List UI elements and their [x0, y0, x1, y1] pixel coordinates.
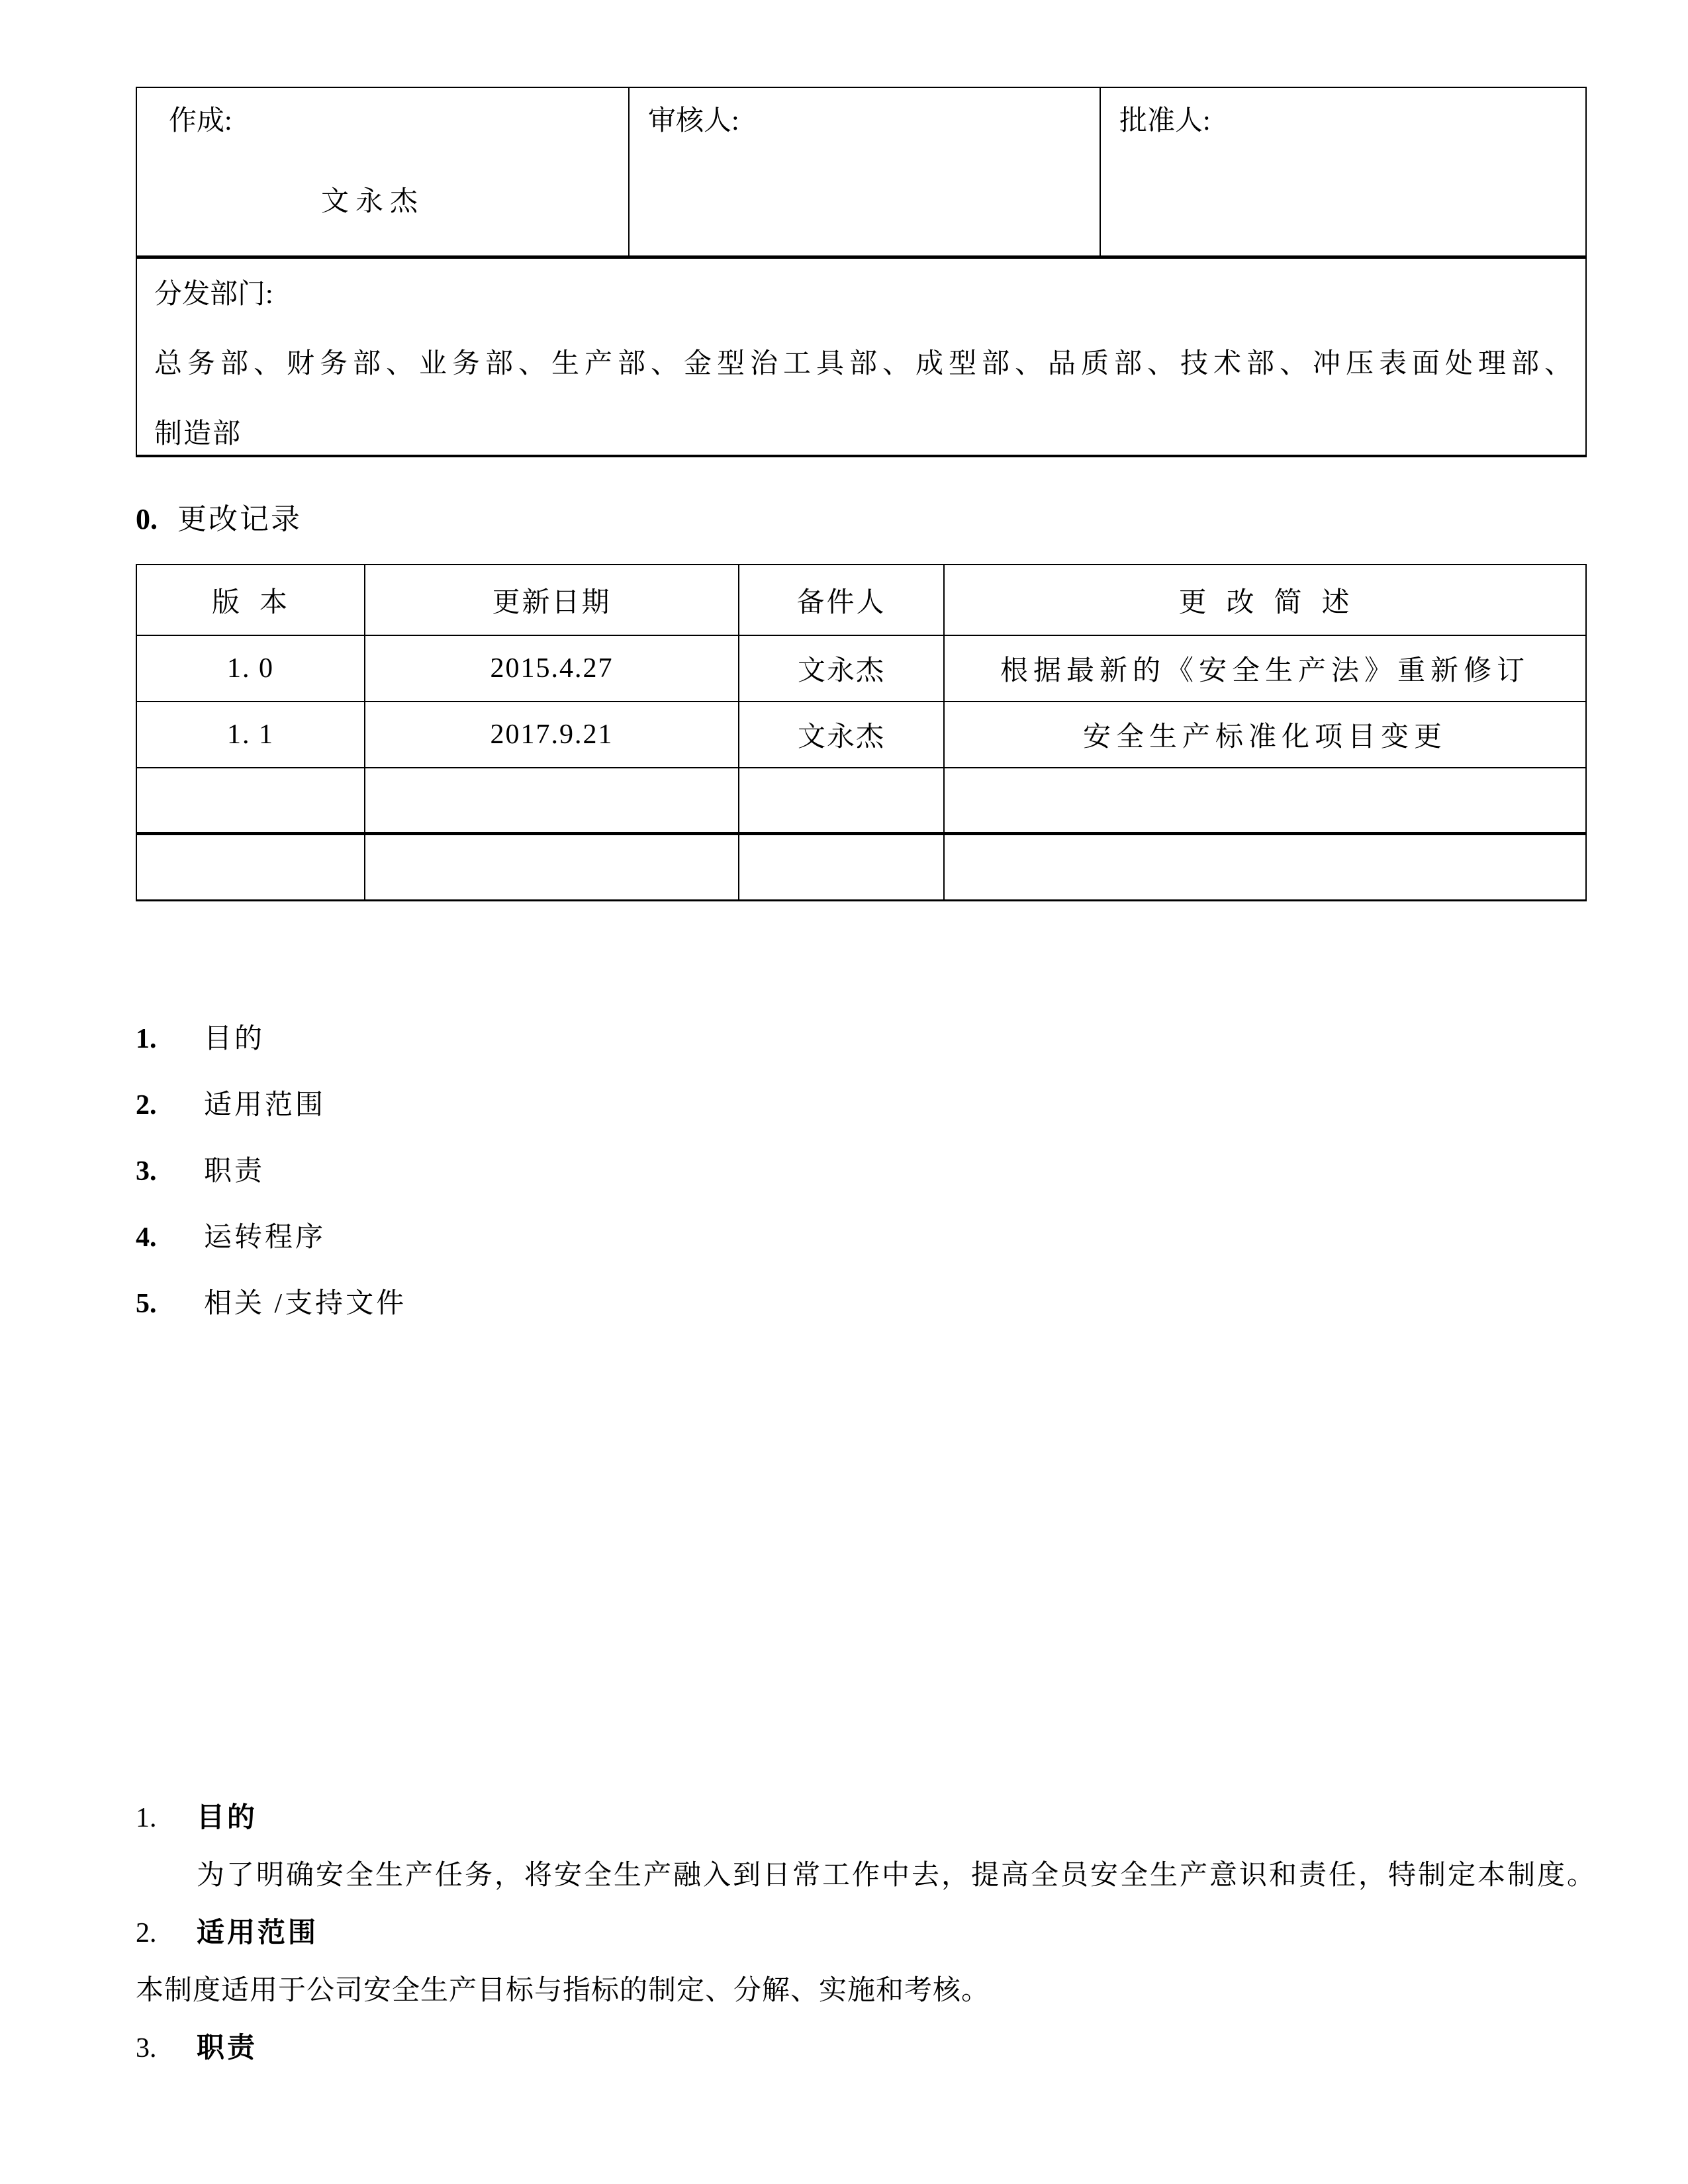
change-record-table: [136, 564, 1587, 901]
header-description: 更 改 简 述: [944, 565, 1586, 635]
distribution-label: 分发部门:: [154, 279, 273, 310]
toc-item-5-number: 5.: [136, 1289, 157, 1319]
body-sections: [136, 1790, 1632, 2077]
change-record-heading-number: 0.: [136, 503, 158, 535]
record-2-version: 1. 1: [136, 702, 365, 768]
toc-item-2-number: 2.: [136, 1090, 157, 1120]
change-record-heading: [136, 495, 302, 537]
toc-item-1-label: 目的: [204, 1024, 265, 1054]
header-person: 备件人: [739, 565, 944, 635]
toc-item-4: [136, 1205, 406, 1271]
record-1-description: 根据最新的《安全生产法》重新修订: [944, 635, 1586, 702]
distribution-departments-line1: 总务部、财务部、业务部、生产部、金型治工具部、成型部、品质部、技术部、冲压表面处理部、: [154, 349, 1578, 379]
section-2-title: 适用范围: [197, 1918, 319, 1948]
record-2-date: 2017.9.21: [365, 702, 739, 768]
section-1-body: 为了明确安全生产任务，将安全生产融入到日常工作中去，提高全员安全生产意识和责任，特制定本制度。: [197, 1860, 1597, 1891]
toc-item-5: [136, 1271, 406, 1337]
toc-item-1: [136, 1006, 406, 1072]
record-4-date: [365, 834, 739, 901]
record-2-description: 安全生产标准化项目变更: [944, 702, 1586, 768]
record-3-description: [944, 768, 1586, 834]
toc-item-3: [136, 1138, 406, 1205]
toc-item-4-label: 运转程序: [204, 1222, 326, 1253]
section-3-heading: [136, 2020, 1632, 2077]
record-row-2: [136, 702, 1586, 768]
record-1-person: 文永杰: [739, 635, 944, 702]
record-2-person: 文永杰: [739, 702, 944, 768]
header-date: 更新日期: [365, 565, 739, 635]
approval-sign-row: [136, 87, 1586, 257]
record-3-version: [136, 768, 365, 834]
record-4-person: [739, 834, 944, 901]
toc-item-3-number: 3.: [136, 1156, 157, 1187]
section-1-heading: [136, 1790, 1632, 1847]
approver-label: 批准人:: [1119, 106, 1211, 136]
reviewer-label: 审核人:: [648, 106, 739, 136]
record-row-3-empty: [136, 768, 1586, 834]
toc-item-2-label: 适用范围: [204, 1090, 326, 1120]
record-1-version: 1. 0: [136, 635, 365, 702]
approval-table: [136, 87, 1587, 457]
created-name: 文永杰: [321, 187, 425, 217]
toc-item-3-label: 职责: [204, 1156, 265, 1187]
change-record-heading-title: 更改记录: [177, 503, 302, 535]
section-2-body: 本制度适用于公司安全生产目标与指标的制定、分解、实施和考核。: [136, 1976, 990, 2006]
section-2-number: 2.: [136, 1918, 157, 1948]
distribution-departments-line2: 制造部: [154, 419, 242, 449]
record-1-date: 2015.4.27: [365, 635, 739, 702]
toc-item-4-number: 4.: [136, 1222, 157, 1253]
record-header-row: [136, 565, 1586, 635]
section-1-title: 目的: [197, 1803, 258, 1833]
record-3-person: [739, 768, 944, 834]
header-version: 版 本: [136, 565, 365, 635]
section-3-number: 3.: [136, 2033, 157, 2064]
toc-item-5-label: 相关 /支持文件: [204, 1289, 407, 1319]
record-row-4-empty: [136, 834, 1586, 901]
toc-item-2: [136, 1072, 406, 1138]
record-4-version: [136, 834, 365, 901]
record-3-date: [365, 768, 739, 834]
toc-list: [136, 1006, 406, 1337]
created-cell: [136, 87, 629, 257]
distribution-cell: [136, 257, 1586, 457]
reviewer-cell: [629, 87, 1100, 257]
section-2-heading: [136, 1905, 1632, 1962]
approver-cell: [1100, 87, 1586, 257]
section-3-title: 职责: [197, 2033, 258, 2064]
toc-item-1-number: 1.: [136, 1024, 157, 1054]
record-row-1: [136, 635, 1586, 702]
record-4-description: [944, 834, 1586, 901]
distribution-row: [136, 257, 1586, 457]
created-label: 作成:: [169, 106, 232, 136]
section-1-number: 1.: [136, 1803, 157, 1833]
